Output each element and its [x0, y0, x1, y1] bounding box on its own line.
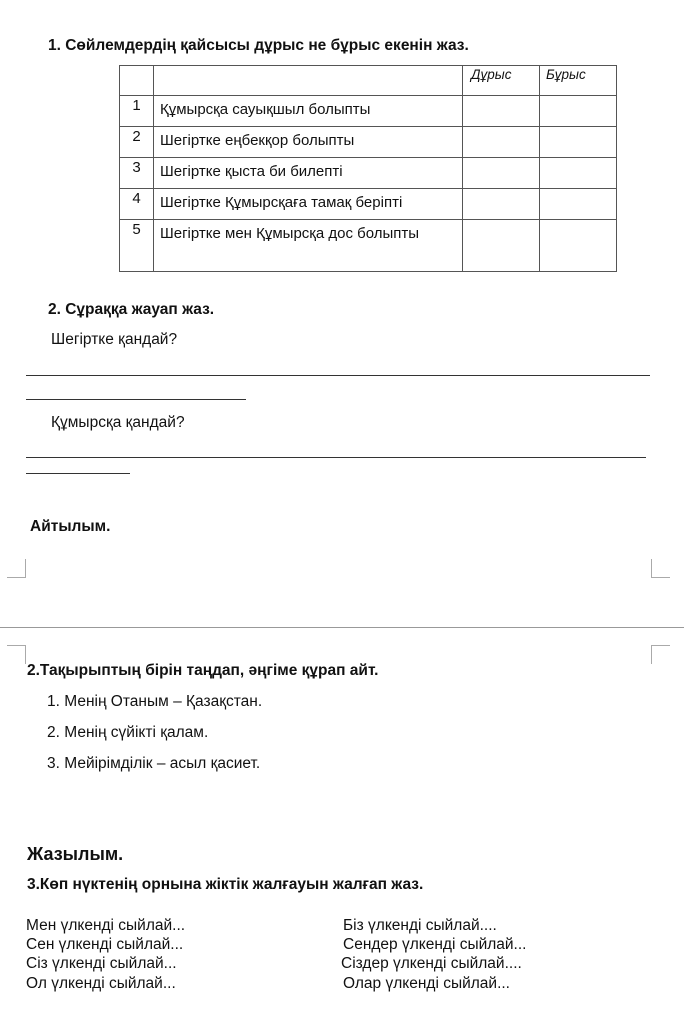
- table-header-num: [120, 66, 154, 96]
- row-sentence: Шегіртке еңбекқор болыпты: [154, 127, 463, 158]
- row-number: 3: [120, 158, 154, 189]
- true-cell[interactable]: [463, 189, 540, 220]
- page-break: [0, 627, 684, 628]
- row-sentence: Шегіртке қыста би билепті: [154, 158, 463, 189]
- false-cell[interactable]: [540, 220, 617, 272]
- page-corner-mark: [7, 645, 26, 664]
- page-corner-mark: [651, 645, 670, 664]
- table-row: [120, 189, 617, 220]
- verb-left-3: Сіз үлкенді сыйлай...: [26, 955, 177, 972]
- section1-title: 1. Сөйлемдердің қайсысы дұрыс не бұрыс екенін жаз.: [48, 37, 469, 54]
- row-sentence: Шегіртке мен Құмырсқа дос болыпты: [154, 220, 463, 272]
- false-cell[interactable]: [540, 158, 617, 189]
- writing-heading: Жазылым.: [27, 844, 124, 864]
- true-cell[interactable]: [463, 127, 540, 158]
- table-row: [120, 96, 617, 127]
- section2-title: 2. Сұраққа жауап жаз.: [48, 301, 215, 318]
- table-header-sentence: [154, 66, 463, 96]
- verb-left-4: Ол үлкенді сыйлай...: [26, 975, 176, 992]
- verb-right-2: Сендер үлкенді сыйлай...: [343, 936, 527, 953]
- row-sentence: Шегіртке Құмырсқаға тамақ беріпті: [154, 189, 463, 220]
- true-cell[interactable]: [463, 158, 540, 189]
- row-number: 1: [120, 96, 154, 127]
- verb-right-4: Олар үлкенді сыйлай...: [343, 975, 510, 992]
- speaking-task: 2.Тақырыптың бірін таңдап, әңгіме құрап айт.: [27, 662, 379, 679]
- answer-line[interactable]: [26, 399, 246, 400]
- verb-right-3: Сіздер үлкенді сыйлай....: [341, 955, 522, 972]
- false-cell[interactable]: [540, 189, 617, 220]
- table-row: [120, 158, 617, 189]
- topic-item: 2. Менің сүйікті қалам.: [47, 724, 209, 741]
- false-cell[interactable]: [540, 96, 617, 127]
- verb-right-1: Біз үлкенді сыйлай....: [343, 917, 497, 934]
- false-cell[interactable]: [540, 127, 617, 158]
- true-cell[interactable]: [463, 220, 540, 272]
- page-corner-mark: [651, 559, 670, 578]
- verb-left-1: Мен үлкенді сыйлай...: [26, 917, 186, 934]
- table-row: [120, 127, 617, 158]
- answer-line[interactable]: [26, 473, 130, 474]
- question-ant: Құмырсқа қандай?: [51, 414, 185, 431]
- writing-task: 3.Көп нүктенің орнына жіктік жалғауын жалғап жаз.: [27, 876, 424, 893]
- true-cell[interactable]: [463, 96, 540, 127]
- table-header-false: Бұрыс: [540, 66, 617, 96]
- topic-item: 3. Мейірімділік – асыл қасиет.: [47, 755, 261, 772]
- answer-line[interactable]: [26, 457, 646, 458]
- question-grasshopper: Шегіртке қандай?: [51, 331, 178, 348]
- true-false-table: [119, 65, 617, 272]
- row-number: 2: [120, 127, 154, 158]
- table-header-true: Дұрыс: [463, 66, 540, 96]
- verb-left-2: Сен үлкенді сыйлай...: [26, 936, 184, 953]
- table-row: [120, 220, 617, 272]
- answer-line[interactable]: [26, 375, 650, 376]
- speaking-heading: Айтылым.: [30, 518, 111, 535]
- row-number: 4: [120, 189, 154, 220]
- topic-item: 1. Менің Отаным – Қазақстан.: [47, 693, 263, 710]
- page-corner-mark: [7, 559, 26, 578]
- row-number: 5: [120, 220, 154, 272]
- row-sentence: Құмырсқа сауықшыл болыпты: [154, 96, 463, 127]
